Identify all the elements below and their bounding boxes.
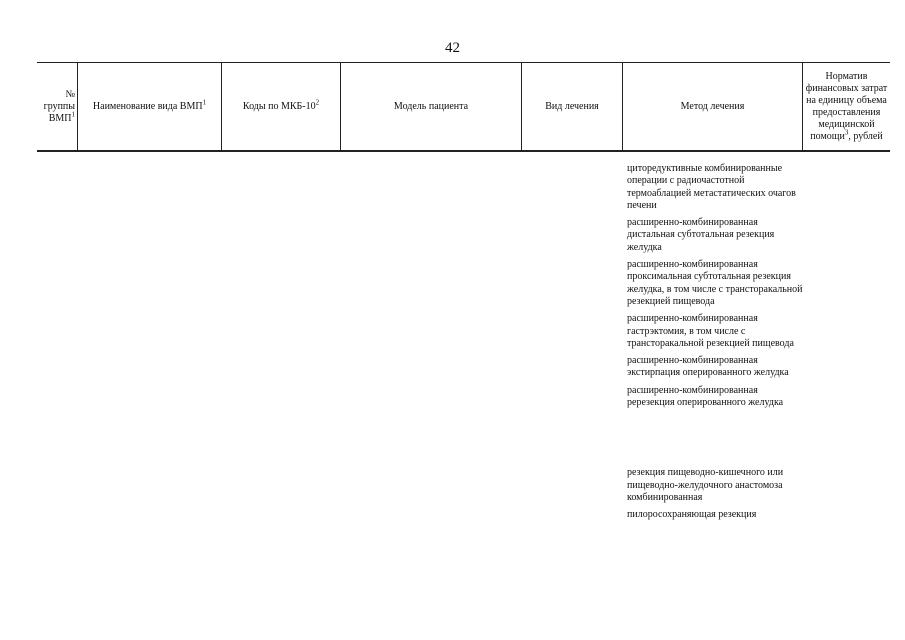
method-entry: расширенно-комбинированная гастрэктомия, в том числе с трансторакальной резекцией пищевода (627, 313, 794, 349)
method-entry: резекция пищеводно-кишечного или пищеводно-желудочного анастомоза комбинированная (627, 467, 784, 503)
header-cost-standard: Норматив финансовых затрат на единицу объема предоставления медицинской помощи$^3$, рублей (805, 70, 888, 142)
header-icd-codes: Коды по МКБ-$10^2$ (222, 63, 341, 150)
treatment-methods-column (627, 163, 803, 527)
method-entry: расширенно-комбинированная дистальная субтотальная резекция желудка (627, 217, 775, 253)
method-entry: циторедуктивные комбинированные операции с радиочастотной термоаблацией метастатических очагов печени (627, 163, 796, 211)
method-entry: расширенно-комбинированная экстирпация оперированного желудка (627, 355, 789, 379)
method-entry: пилоросохраняющая резекция (627, 509, 757, 521)
method-entry: расширенно-комбинированная проксимальная субтотальная резекция желудка, в том числе с трансторакальной резекцией пищевода (627, 259, 803, 307)
method-entry: расширенно-комбинированная ререзекция оперированного желудка (627, 384, 784, 409)
header-treatment-method: Метод лечения (623, 63, 803, 150)
header-vmp-name: Наименование вида ВМП$^1$ (78, 63, 222, 150)
table-header (37, 62, 890, 152)
header-patient-model: Модель пациента (341, 63, 522, 150)
header-group-number: № группы ВМП$^1$ (37, 63, 78, 150)
header-treatment-type: Вид лечения (522, 63, 623, 150)
page-number: 42 (445, 40, 460, 56)
